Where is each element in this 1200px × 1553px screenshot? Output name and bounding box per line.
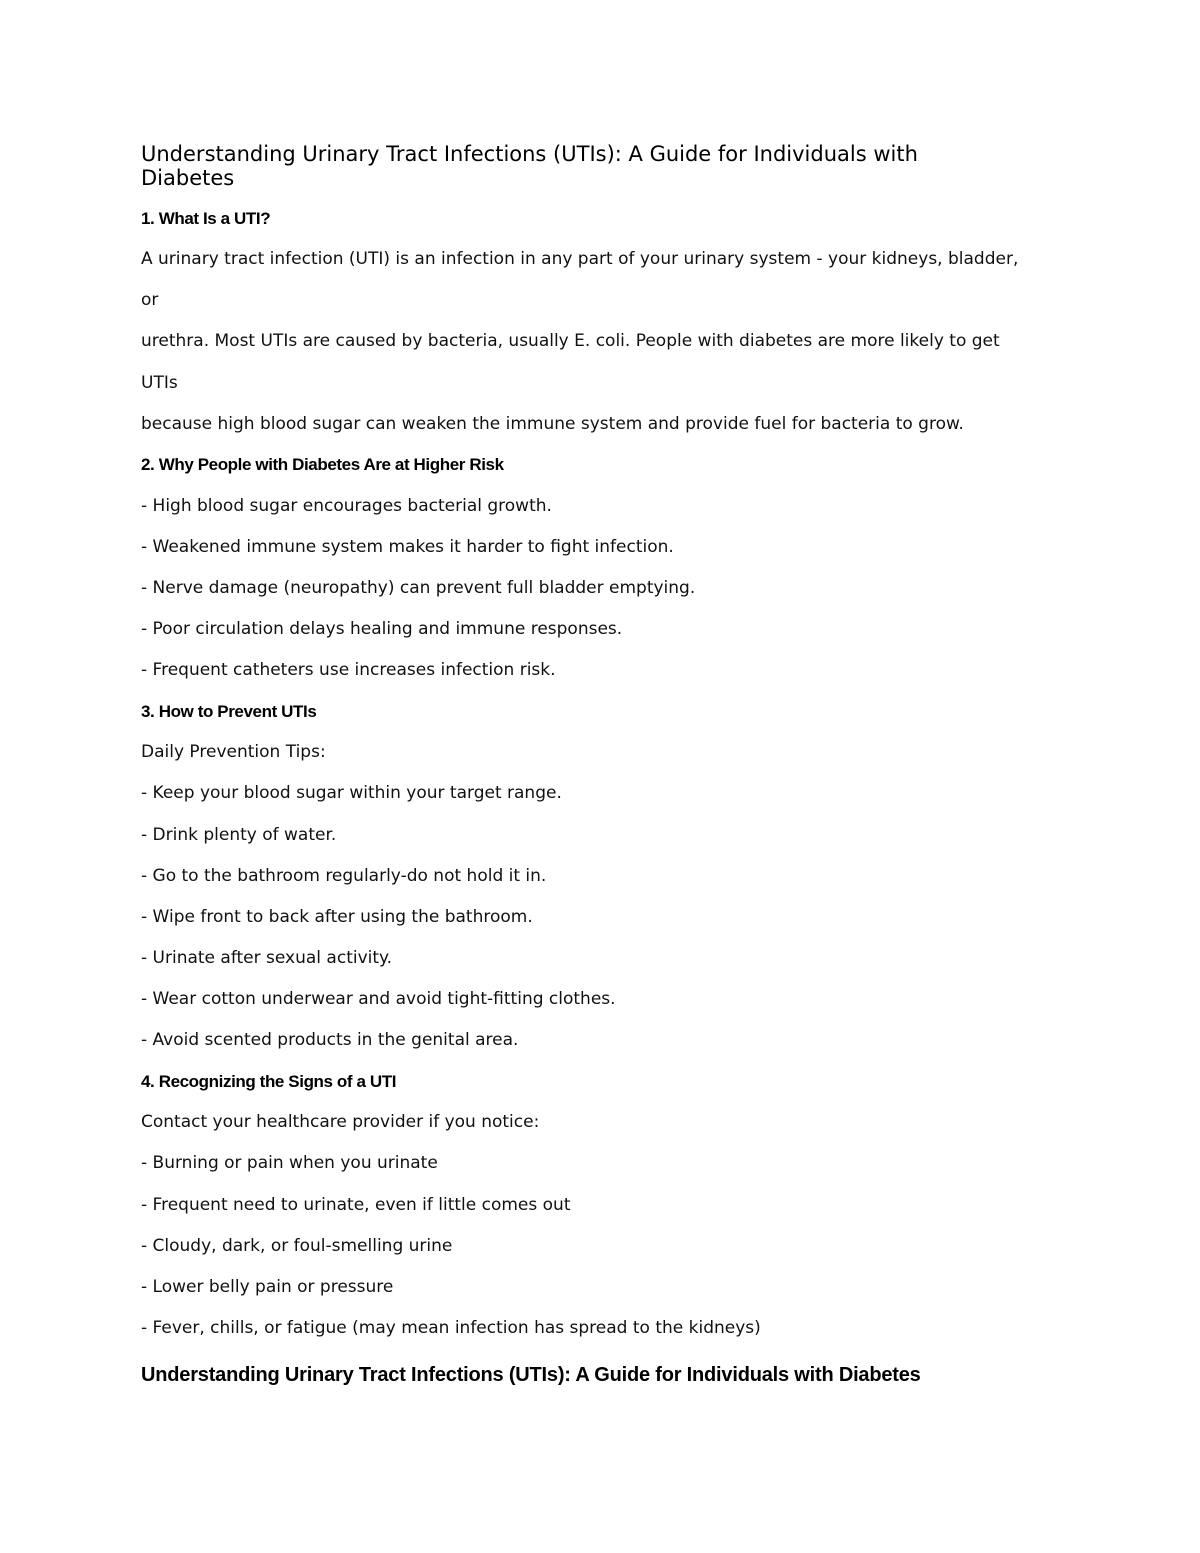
prevention-list-item: - Wipe front to back after using the bathroom. xyxy=(141,907,533,927)
document-title-line-1: Understanding Urinary Tract Infections (UTIs): A Guide for Individuals with xyxy=(141,142,918,166)
risk-list-item: - Frequent catheters use increases infection risk. xyxy=(141,660,556,680)
symptom-list-item: - Lower belly pain or pressure xyxy=(141,1277,394,1297)
risk-list-item: - Poor circulation delays healing and immune responses. xyxy=(141,619,623,639)
prevention-list-item: - Keep your blood sugar within your target range. xyxy=(141,783,562,803)
section-1-paragraph-line: or xyxy=(141,290,159,310)
symptom-list-item: - Frequent need to urinate, even if little comes out xyxy=(141,1195,571,1215)
section-3-heading: 3. How to Prevent UTIs xyxy=(141,702,317,721)
section-1-paragraph-line: because high blood sugar can weaken the immune system and provide fuel for bacteria to grow. xyxy=(141,414,964,434)
symptom-list-item: - Burning or pain when you urinate xyxy=(141,1153,438,1173)
section-4-intro: Contact your healthcare provider if you notice: xyxy=(141,1112,540,1132)
symptom-list-item: - Fever, chills, or fatigue (may mean infection has spread to the kidneys) xyxy=(141,1318,761,1338)
section-3-intro: Daily Prevention Tips: xyxy=(141,742,326,762)
prevention-list-item: - Drink plenty of water. xyxy=(141,825,337,845)
section-1-paragraph-line: urethra. Most UTIs are caused by bacteria, usually E. coli. People with diabetes are more likely to get xyxy=(141,331,1000,351)
risk-list-item: - Weakened immune system makes it harder to fight infection. xyxy=(141,537,674,557)
symptom-list-item: - Cloudy, dark, or foul-smelling urine xyxy=(141,1236,453,1256)
prevention-list-item: - Urinate after sexual activity. xyxy=(141,948,393,968)
document-title-line-2: Diabetes xyxy=(141,166,235,190)
section-1-paragraph-line: UTIs xyxy=(141,373,178,393)
prevention-list-item: - Go to the bathroom regularly-do not hold it in. xyxy=(141,866,547,886)
section-1-paragraph-line: A urinary tract infection (UTI) is an infection in any part of your urinary system - your kidneys, bladder, xyxy=(141,249,1019,269)
section-2-heading: 2. Why People with Diabetes Are at Higher Risk xyxy=(141,455,504,474)
section-1-heading: 1. What Is a UTI? xyxy=(141,209,271,228)
risk-list-item: - Nerve damage (neuropathy) can prevent full bladder emptying. xyxy=(141,578,696,598)
section-4-heading: 4. Recognizing the Signs of a UTI xyxy=(141,1072,397,1091)
prevention-list-item: - Wear cotton underwear and avoid tight-fitting clothes. xyxy=(141,989,616,1009)
prevention-list-item: - Avoid scented products in the genital area. xyxy=(141,1030,519,1050)
risk-list-item: - High blood sugar encourages bacterial growth. xyxy=(141,496,552,516)
repeat-title: Understanding Urinary Tract Infections (UTIs): A Guide for Individuals with Diabetes xyxy=(141,1364,921,1386)
